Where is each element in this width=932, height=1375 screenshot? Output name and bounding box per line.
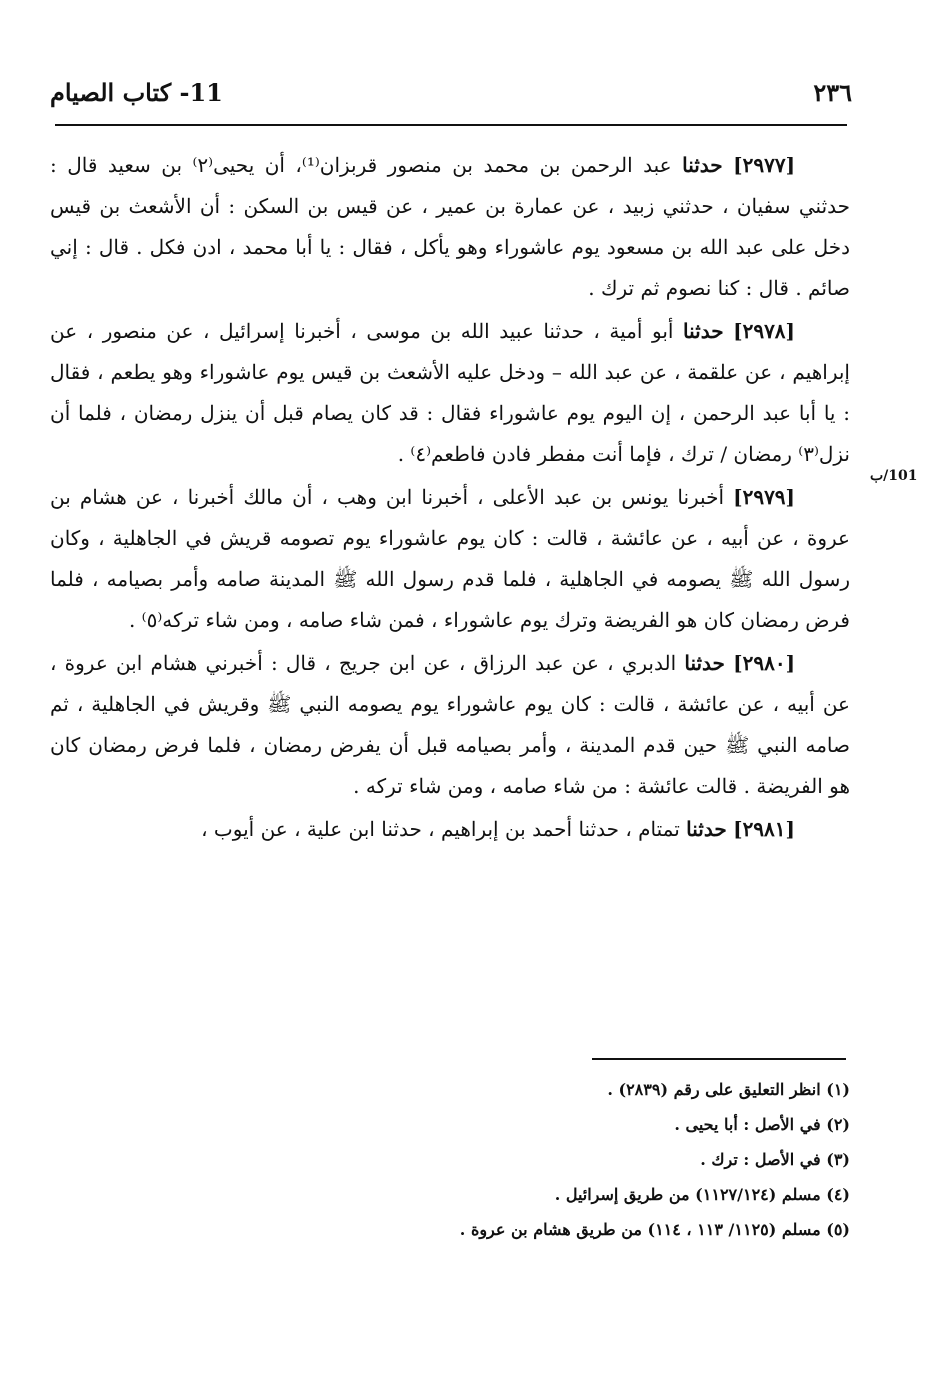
footnote-1: (١) انظر التعليق على رقم (٢٨٣٩) . <box>607 1080 850 1099</box>
hadith-number: [٢٩٧٧] <box>733 153 796 177</box>
hadith-text: الدبري ، عن عبد الرزاق ، عن ابن جريج ، قال : أخبرني هشام ابن عروة ، عن أبيه ، عن عائشة ، قالت : كان يوم عاشوراء يوم يصومه النبي ﷺ وقريش في الجاهلية ، ثم صامه النبي ﷺ حين قدم المدينة ، وأمر بصيامه قبل أن يفرض رمضان ، فلما فرض رمضان كان هو الفريضة . قالت عائشة : من شاء صامه ، ومن شاء تركه . <box>50 651 850 798</box>
hadith-lead: حدثنا <box>686 817 727 841</box>
hadith-number: [٢٩٧٩] <box>733 485 796 509</box>
hadith-number: [٢٩٨٠] <box>733 651 796 675</box>
hadith-lead: حدثنا <box>683 319 724 343</box>
hadith-number: [٢٩٨١] <box>733 817 795 841</box>
hadith-2978 <box>50 311 850 475</box>
footnote-4: (٤) مسلم (١١٢٧/١٢٤) من طريق إسرائيل . <box>554 1185 850 1204</box>
footnote-5: (٥) مسلم (١١٢٥/ ١١٣ ، ١١٤) من طريق هشام بن عروة . <box>459 1220 850 1239</box>
hadith-text: أخبرنا يونس بن عبد الأعلى ، أخبرنا ابن وهب ، أن مالك أخبرنا ، عن هشام بن عروة ، عن أبيه ، عن عائشة ، قالت : كان يوم عاشوراء يوم تصومه قريش في الجاهلية ، وكان رسول الله ﷺ يصومه في الجاهلية ، فلما قدم رسول الله ﷺ المدينة صامه وأمر بصيامه ، فلما فرض رمضان كان هو الفريضة وترك يوم عاشوراء ، فمن شاء صامه ، ومن شاء تركه⁽٥⁾ . <box>50 485 850 632</box>
page-number: ٢٣٦ <box>813 78 852 107</box>
page-header <box>40 72 852 120</box>
footnotes <box>150 1072 850 1247</box>
hadith-text: تمتام ، حدثنا أحمد بن إبراهيم ، حدثنا ابن علية ، عن أيوب ، <box>201 817 680 841</box>
footnote-3: (٣) في الأصل : ترك . <box>700 1150 850 1169</box>
header-divider <box>55 124 847 126</box>
hadith-2979 <box>50 477 850 641</box>
hadith-number: [٢٩٧٨] <box>733 319 796 343</box>
footnote-divider <box>592 1058 846 1060</box>
chapter-title: 11- كتاب الصيام <box>50 78 223 107</box>
hadith-text: عبد الرحمن بن محمد بن منصور قربزان⁽¹⁾، أن يحيى⁽٢⁾ بن سعيد قال : حدثني سفيان ، حدثني زبيد ، عن عمارة بن عمير ، عن قيس بن السكن : أن الأشعث بن قيس دخل على عبد الله بن مسعود يوم عاشوراء وهو يأكل ، فقال : يا أبا محمد ، ادن فكل . قال : إني صائم . قال : كنا نصوم ثم ترك . <box>50 153 850 300</box>
hadith-2977 <box>50 145 850 309</box>
hadith-2981 <box>50 809 850 850</box>
hadith-2980 <box>50 643 850 807</box>
main-text <box>50 145 850 852</box>
hadith-text: أبو أمية ، حدثنا عبيد الله بن موسى ، أخبرنا إسرائيل ، عن منصور ، عن إبراهيم ، عن علقمة ، عن عبد الله – ودخل عليه الأشعث بن قيس يوم عاشوراء وهو يطعم ، فقال : يا أبا عبد الرحمن ، إن اليوم يوم عاشوراء فقال : قد كان يصام قبل أن ينزل رمضان ، فلما أن نزل⁽٣⁾ رمضان / ترك ، فإما أنت مفطر فادن فاطعم⁽٤⁾ . <box>50 319 850 466</box>
margin-folio-note: 101/ب <box>870 468 918 484</box>
hadith-lead: حدثنا <box>682 153 723 177</box>
footnote-2: (٢) في الأصل : أبا يحيى . <box>674 1115 850 1134</box>
hadith-lead: حدثنا <box>684 651 725 675</box>
